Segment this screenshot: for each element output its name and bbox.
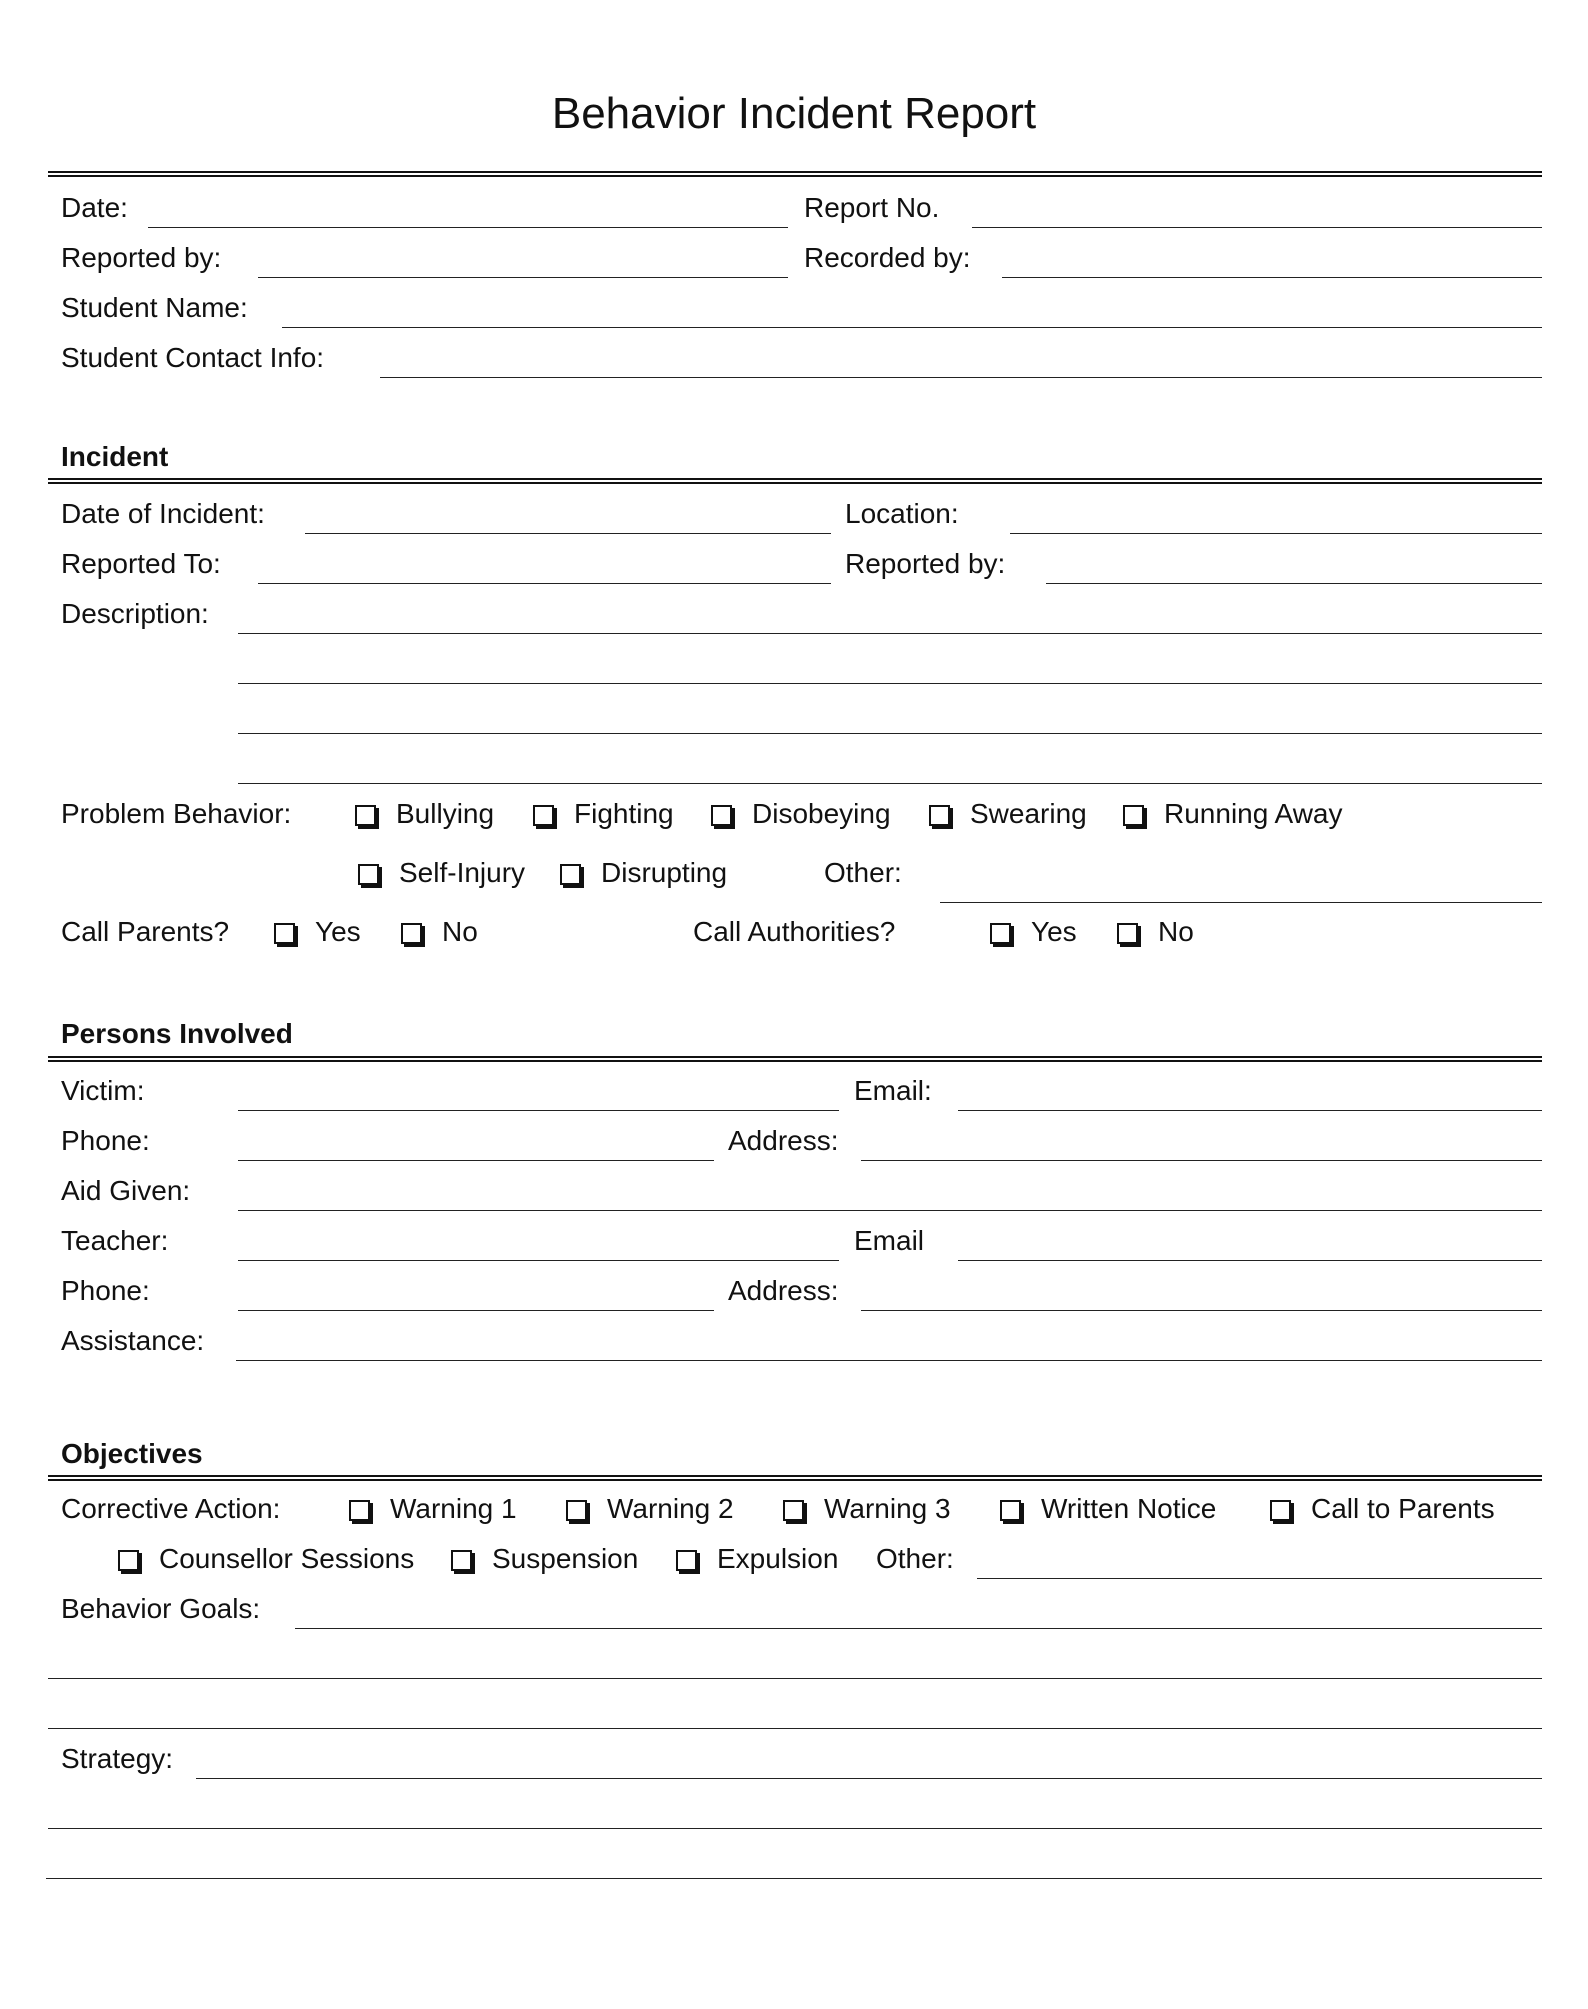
reported-by-field[interactable] bbox=[258, 277, 788, 278]
checkbox-square-icon bbox=[560, 864, 581, 885]
checkbox-self-injury[interactable]: Self-Injury bbox=[358, 856, 525, 890]
persons-heading: Persons Involved bbox=[61, 1018, 293, 1049]
reported-to-field[interactable] bbox=[258, 583, 831, 584]
checkbox-square-icon bbox=[783, 1500, 804, 1521]
checkbox-warning-3[interactable]: Warning 3 bbox=[783, 1492, 951, 1526]
corrective-other-label: Other: bbox=[876, 1543, 954, 1574]
objectives-heading: Objectives bbox=[61, 1438, 203, 1469]
call-authorities-no[interactable]: No bbox=[1117, 915, 1194, 949]
checkbox-disobeying[interactable]: Disobeying bbox=[711, 797, 891, 831]
student-name-field[interactable] bbox=[282, 327, 1542, 328]
checkbox-square-icon bbox=[566, 1500, 587, 1521]
checkbox-warning-1[interactable]: Warning 1 bbox=[349, 1492, 517, 1526]
checkbox-square-icon bbox=[711, 805, 732, 826]
location-field[interactable] bbox=[1010, 533, 1542, 534]
teacher-phone-field[interactable] bbox=[238, 1310, 714, 1311]
assistance-label: Assistance: bbox=[61, 1325, 205, 1356]
checkbox-square-icon bbox=[676, 1550, 697, 1571]
checkbox-expulsion[interactable]: Expulsion bbox=[676, 1542, 838, 1576]
strategy-line-1[interactable] bbox=[196, 1778, 1542, 1779]
call-parents-no[interactable]: No bbox=[401, 915, 478, 949]
description-line-1[interactable] bbox=[238, 633, 1542, 634]
behavior-other-label: Other: bbox=[824, 857, 902, 888]
problem-behavior-label: Problem Behavior: bbox=[61, 798, 292, 829]
checkbox-square-icon bbox=[1117, 923, 1138, 944]
checkbox-square-icon bbox=[451, 1550, 472, 1571]
teacher-address-label: Address: bbox=[728, 1275, 839, 1306]
teacher-phone-label: Phone: bbox=[61, 1275, 150, 1306]
victim-label: Victim: bbox=[61, 1075, 145, 1106]
behavior-other-field[interactable] bbox=[940, 902, 1542, 903]
incident-reported-by-label: Reported by: bbox=[845, 548, 1006, 579]
teacher-email-label: Email bbox=[854, 1225, 925, 1256]
student-contact-field[interactable] bbox=[380, 377, 1542, 378]
date-label: Date: bbox=[61, 192, 128, 223]
behavior-goals-label: Behavior Goals: bbox=[61, 1593, 261, 1624]
checkbox-square-icon bbox=[401, 923, 422, 944]
checkbox-square-icon bbox=[990, 923, 1011, 944]
victim-phone-field[interactable] bbox=[238, 1160, 714, 1161]
aid-given-field[interactable] bbox=[238, 1210, 1542, 1211]
checkbox-square-icon bbox=[929, 805, 950, 826]
location-label: Location: bbox=[845, 498, 959, 529]
call-parents-yes[interactable]: Yes bbox=[274, 915, 361, 949]
checkbox-call-to-parents[interactable]: Call to Parents bbox=[1270, 1492, 1495, 1526]
assistance-field[interactable] bbox=[236, 1360, 1542, 1361]
date-of-incident-field[interactable] bbox=[305, 533, 831, 534]
call-parents-label: Call Parents? bbox=[61, 916, 230, 947]
recorded-by-label: Recorded by: bbox=[804, 242, 971, 273]
behavior-goals-line-1[interactable] bbox=[295, 1628, 1542, 1629]
teacher-field[interactable] bbox=[238, 1260, 839, 1261]
reported-by-label: Reported by: bbox=[61, 242, 222, 273]
checkbox-square-icon bbox=[1123, 805, 1144, 826]
incident-reported-by-field[interactable] bbox=[1046, 583, 1542, 584]
victim-email-label: Email: bbox=[854, 1075, 932, 1106]
description-line-3[interactable] bbox=[238, 733, 1542, 734]
student-name-label: Student Name: bbox=[61, 292, 248, 323]
strategy-line-3[interactable] bbox=[46, 1878, 1542, 1879]
victim-address-label: Address: bbox=[728, 1125, 839, 1156]
victim-address-field[interactable] bbox=[861, 1160, 1542, 1161]
victim-email-field[interactable] bbox=[958, 1110, 1542, 1111]
strategy-label: Strategy: bbox=[61, 1743, 174, 1774]
student-contact-label: Student Contact Info: bbox=[61, 342, 325, 373]
corrective-other-field[interactable] bbox=[977, 1578, 1542, 1579]
description-line-4[interactable] bbox=[238, 783, 1542, 784]
checkbox-square-icon bbox=[1270, 1500, 1291, 1521]
victim-field[interactable] bbox=[238, 1110, 839, 1111]
corrective-action-label: Corrective Action: bbox=[61, 1493, 281, 1524]
title-divider bbox=[48, 171, 1542, 173]
reported-to-label: Reported To: bbox=[61, 548, 221, 579]
strategy-line-2[interactable] bbox=[48, 1828, 1542, 1829]
checkbox-square-icon bbox=[1000, 1500, 1021, 1521]
teacher-label: Teacher: bbox=[61, 1225, 169, 1256]
checkbox-square-icon bbox=[274, 923, 295, 944]
incident-divider bbox=[48, 478, 1542, 480]
checkbox-counsellor-sessions[interactable]: Counsellor Sessions bbox=[118, 1542, 414, 1576]
aid-given-label: Aid Given: bbox=[61, 1175, 191, 1206]
call-authorities-label: Call Authorities? bbox=[693, 916, 896, 947]
checkbox-suspension[interactable]: Suspension bbox=[451, 1542, 638, 1576]
behavior-goals-line-2[interactable] bbox=[48, 1678, 1542, 1679]
objectives-divider bbox=[48, 1475, 1542, 1477]
checkbox-square-icon bbox=[355, 805, 376, 826]
call-authorities-yes[interactable]: Yes bbox=[990, 915, 1077, 949]
checkbox-written-notice[interactable]: Written Notice bbox=[1000, 1492, 1216, 1526]
checkbox-disrupting[interactable]: Disrupting bbox=[560, 856, 727, 890]
checkbox-warning-2[interactable]: Warning 2 bbox=[566, 1492, 734, 1526]
recorded-by-field[interactable] bbox=[1002, 277, 1542, 278]
checkbox-fighting[interactable]: Fighting bbox=[533, 797, 674, 831]
checkbox-running-away[interactable]: Running Away bbox=[1123, 797, 1343, 831]
checkbox-square-icon bbox=[349, 1500, 370, 1521]
description-line-2[interactable] bbox=[238, 683, 1542, 684]
checkbox-square-icon bbox=[358, 864, 379, 885]
report-no-label: Report No. bbox=[804, 192, 940, 223]
date-of-incident-label: Date of Incident: bbox=[61, 498, 265, 529]
page-title: Behavior Incident Report bbox=[551, 89, 1037, 138]
checkbox-swearing[interactable]: Swearing bbox=[929, 797, 1087, 831]
behavior-goals-line-3[interactable] bbox=[48, 1728, 1542, 1729]
checkbox-square-icon bbox=[533, 805, 554, 826]
date-field[interactable] bbox=[148, 227, 788, 228]
victim-phone-label: Phone: bbox=[61, 1125, 150, 1156]
description-label: Description: bbox=[61, 598, 209, 629]
teacher-email-field[interactable] bbox=[958, 1260, 1542, 1261]
teacher-address-field[interactable] bbox=[861, 1310, 1542, 1311]
checkbox-square-icon bbox=[118, 1550, 139, 1571]
report-no-field[interactable] bbox=[972, 227, 1542, 228]
checkbox-bullying[interactable]: Bullying bbox=[355, 797, 494, 831]
incident-heading: Incident bbox=[61, 441, 169, 472]
persons-divider bbox=[48, 1056, 1542, 1058]
